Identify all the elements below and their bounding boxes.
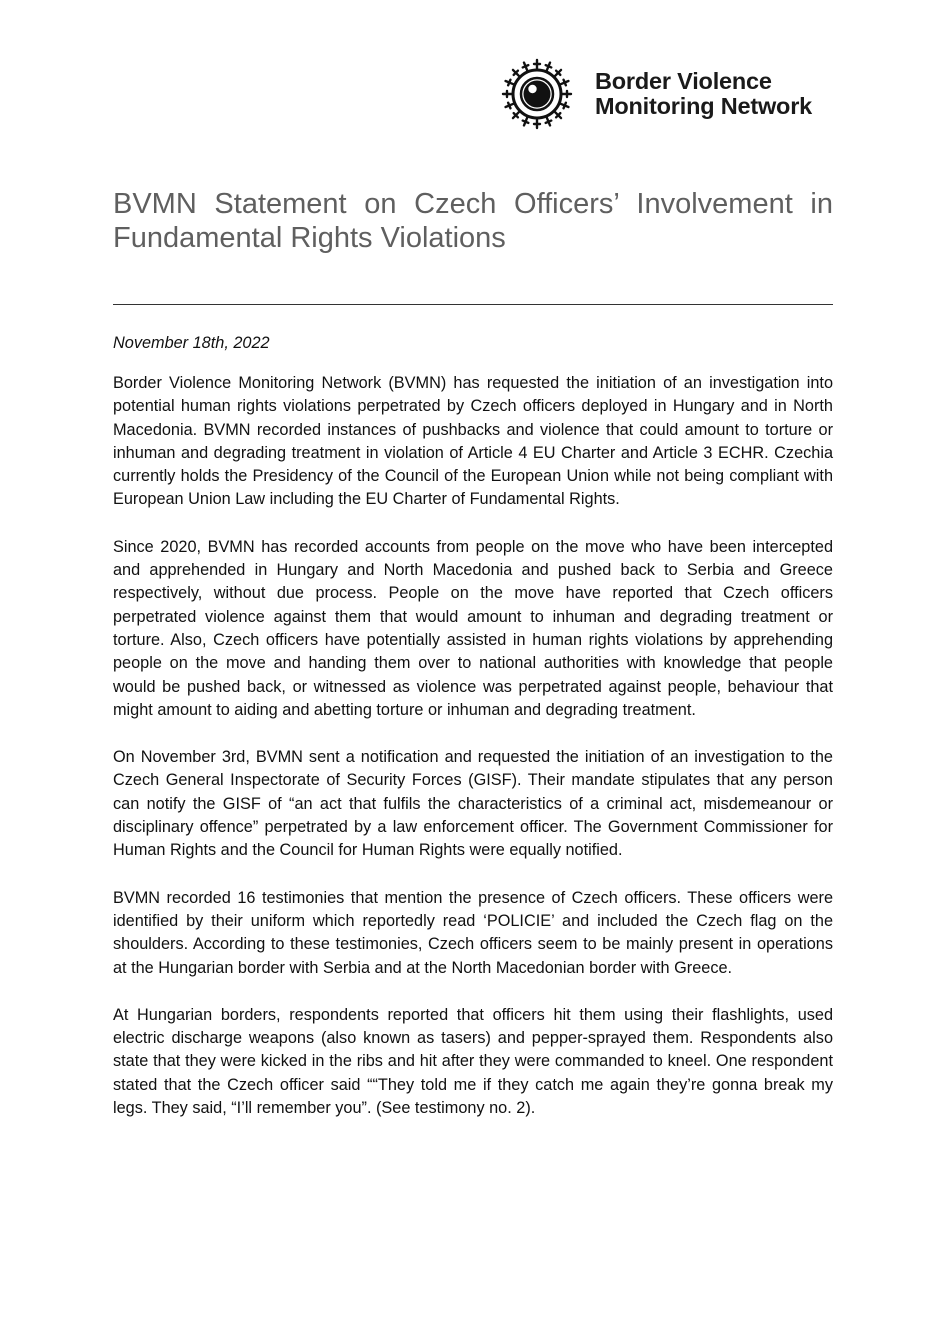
document-title: BVMN Statement on Czech Officers’ Involvement in Fundamental Rights Violations — [113, 188, 833, 254]
org-name — [595, 69, 812, 119]
body-paragraph: Since 2020, BVMN has recorded accounts from people on the move who have been intercepted and apprehended in Hungary and North Macedonia and pushed back to Serbia and Greece respectively, without due process. People on the move have reported that Czech officers perpetrated violence against them that would amount to inhuman and degrading treatment or torture. Also, Czech officers have potentially assisted in human rights violations by apprehending people on the move and handing them over to national authorities with knowledge that people would be pushed back, or witnessed as violence was perpetrated against people, behaviour that might amount to aiding and abetting torture or inhuman and degrading treatment. — [113, 537, 833, 719]
org-name-line1: Border Violence — [595, 68, 772, 94]
title-divider — [113, 304, 833, 305]
body-paragraph: BVMN recorded 16 testimonies that mention the presence of Czech officers. These officers were identified by their uniform which reportedly read ‘POLICIE’ and included the Czech flag on the shoulders. According to these testimonies, Czech officers seem to be mainly present in operations at the Hungarian border with Serbia and at the North Macedonian border with Greece. — [113, 888, 833, 977]
body-paragraph: At Hungarian borders, respondents reported that officers hit them using their flashlights, used electric discharge weapons (also known as tasers) and pepper-sprayed them. Respondents also state that they were kicked in the ribs and hit after they were commanded to kneel. One respondent stated that the Czech officer said ““They told me if they catch me again they’re gonna break my legs. They said, “I’ll remember you”. (See testimony no. 2). — [113, 1005, 833, 1118]
org-logo — [500, 57, 812, 131]
document-body — [113, 372, 833, 1144]
org-name-line2: Monitoring Network — [595, 93, 813, 119]
body-paragraph: On November 3rd, BVMN sent a notification and requested the initiation of an investigation to the Czech General Inspectorate of Security Forces (GISF). Their mandate stipulates that any person can notify the GISF of “an act that fulfils the characteristics of a criminal act, misdemeanour or disciplinary offence” perpetrated by a law enforcement officer. The Government Commissioner for Human Rights and the Council for Human Rights were equally notified. — [113, 748, 833, 860]
camera-eye-barbed-wire-icon — [500, 57, 574, 131]
body-paragraph: Border Violence Monitoring Network (BVMN) has requested the initiation of an investigation into potential human rights violations perpetrated by Czech officers deployed in Hungary and in North Macedonia. BVMN recorded instances of pushbacks and violence that could amount to torture or inhuman and degrading treatment in violation of Article 4 EU Charter and Article 3 ECHR. Czechia currently holds the Presidency of the Council of the European Union while not being compliant with European Union Law including the EU Charter of Fundamental Rights. — [113, 374, 833, 509]
document-date: November 18th, 2022 — [113, 334, 270, 352]
